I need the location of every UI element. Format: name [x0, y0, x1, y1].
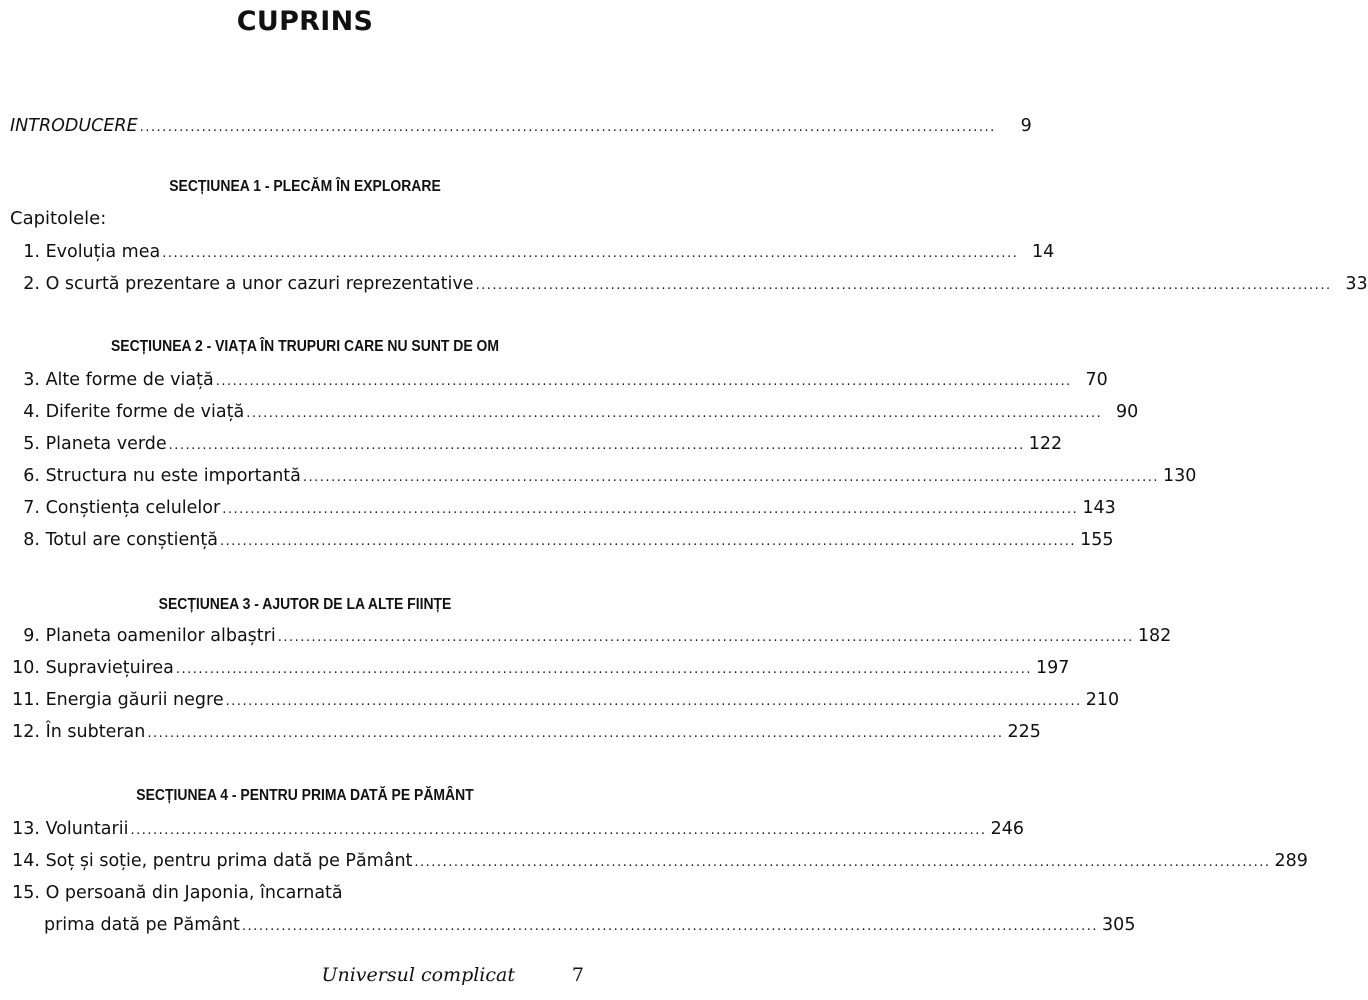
toc-page: 246 — [990, 819, 1024, 839]
chapter-title: O persoană din Japonia, încarnată — [45, 883, 343, 903]
chapter-title: Supraviețuirea — [45, 658, 174, 678]
leader-dots: ........................................................................................................................................................ — [219, 534, 1077, 549]
toc-label: INTRODUCERE — [10, 116, 138, 136]
toc-entry — [10, 464, 1197, 490]
leader-dots: ........................................................................................................................................................ — [277, 630, 1134, 645]
chapter-number: 11. — [12, 690, 40, 710]
chapter-title: Diferite forme de viață — [45, 402, 245, 422]
chapter-number: 13. — [12, 819, 40, 839]
toc-page: 70 — [1085, 370, 1108, 390]
leader-dots: ........................................................................................................................................................ — [246, 406, 1103, 421]
toc-page: 155 — [1080, 530, 1114, 550]
leader-dots: ........................................................................................................................................................ — [175, 662, 1033, 677]
toc-entry — [10, 656, 1070, 682]
page-number: 7 — [571, 964, 584, 986]
toc-entry — [10, 849, 1308, 875]
leader-dots: ........................................................................................................................................................ — [475, 278, 1332, 293]
toc-page: 225 — [1007, 722, 1041, 742]
chapter-title: O scurtă prezentare a unor cazuri reprezentative — [45, 274, 474, 294]
chapter-title: Conștiența celulelor — [45, 498, 221, 518]
toc-entry — [10, 528, 1114, 554]
toc-entry-continuation — [44, 913, 1136, 939]
leader-dots: ........................................................................................................................................................ — [168, 438, 1025, 453]
toc-page: 9 — [1020, 116, 1032, 136]
chapter-number: 10. — [12, 658, 40, 678]
leader-dots: ........................................................................................................................................................ — [139, 120, 996, 135]
chapter-title: Soț și soție, pentru prima dată pe Pământ — [45, 851, 413, 871]
toc-page: 289 — [1274, 851, 1308, 871]
leader-dots: ........................................................................................................................................................ — [215, 374, 1072, 389]
chapter-title: Evoluția mea — [45, 242, 161, 262]
chapter-title: Planeta verde — [45, 434, 167, 454]
chapter-title: Alte forme de viață — [45, 370, 214, 390]
leader-dots: ........................................................................................................................................................ — [225, 694, 1082, 709]
toc-page: 90 — [1116, 402, 1139, 422]
toc-page: 14 — [1032, 242, 1055, 262]
leader-dots: ........................................................................................................................................................ — [414, 855, 1271, 870]
chapter-title: Planeta oamenilor albaștri — [45, 626, 276, 646]
chapter-number: 6. — [23, 466, 40, 486]
toc-entry — [10, 240, 1055, 266]
toc-entry — [10, 624, 1172, 650]
chapter-number: 3. — [23, 370, 40, 390]
section-heading: SECȚIUNEA 1 - PLECĂM ÎN EXPLORARE — [169, 178, 441, 195]
toc-entry — [10, 432, 1063, 458]
leader-dots: ........................................................................................................................................................ — [130, 823, 987, 838]
chapter-number: 2. — [23, 274, 40, 294]
running-footer-title: Universul complicat — [321, 964, 515, 986]
toc-entry-first-line — [10, 881, 343, 905]
toc-page: 130 — [1163, 466, 1197, 486]
leader-dots: ........................................................................................................................................................ — [302, 470, 1160, 485]
chapter-number: 5. — [23, 434, 40, 454]
toc-page: 210 — [1085, 690, 1120, 710]
chapter-number: 12. — [12, 722, 40, 742]
toc-entry — [10, 368, 1108, 394]
toc-entry — [10, 720, 1041, 746]
chapter-number: 15. — [12, 883, 40, 903]
chapter-number: 1. — [23, 242, 40, 262]
leader-dots: ........................................................................................................................................................ — [147, 726, 1004, 741]
toc-page: 143 — [1082, 498, 1116, 518]
page-title: CUPRINS — [236, 6, 374, 37]
leader-dots: ........................................................................................................................................................ — [222, 502, 1079, 517]
chapter-number: 9. — [23, 626, 40, 646]
toc-entry — [10, 400, 1139, 426]
chapter-title: Voluntarii — [45, 819, 129, 839]
chapter-number: 7. — [23, 498, 40, 518]
toc-entry — [10, 817, 1024, 843]
toc-page: 305 — [1102, 915, 1136, 935]
section-heading: SECȚIUNEA 4 - PENTRU PRIMA DATĂ PE PĂMÂNT — [136, 787, 474, 804]
chapter-number: 4. — [23, 402, 40, 422]
section-heading: SECȚIUNEA 3 - AJUTOR DE LA ALTE FIINȚE — [158, 596, 452, 613]
chapter-title: Energia găurii negre — [45, 690, 224, 710]
leader-dots: ........................................................................................................................................................ — [241, 919, 1099, 934]
toc-entry — [10, 688, 1120, 714]
toc-entry — [10, 272, 1368, 298]
toc-page: 197 — [1036, 658, 1070, 678]
toc-page: 182 — [1137, 626, 1172, 646]
toc-entry-introducere — [10, 114, 1032, 140]
chapter-number: 14. — [12, 851, 40, 871]
toc-page: 33 — [1345, 274, 1368, 294]
chapters-label: Capitolele: — [10, 208, 107, 229]
toc-entry — [10, 496, 1116, 522]
chapter-title-continued: prima dată pe Pământ — [44, 915, 240, 935]
section-heading: SECȚIUNEA 2 - VIAȚA ÎN TRUPURI CARE NU SUNT DE OM — [110, 338, 500, 355]
chapter-title: Structura nu este importantă — [45, 466, 301, 486]
chapter-title: Totul are conștiență — [45, 530, 218, 550]
leader-dots: ........................................................................................................................................................ — [162, 246, 1019, 261]
chapter-number: 8. — [23, 530, 40, 550]
chapter-title: În subteran — [45, 722, 146, 742]
toc-page: 122 — [1028, 434, 1063, 454]
